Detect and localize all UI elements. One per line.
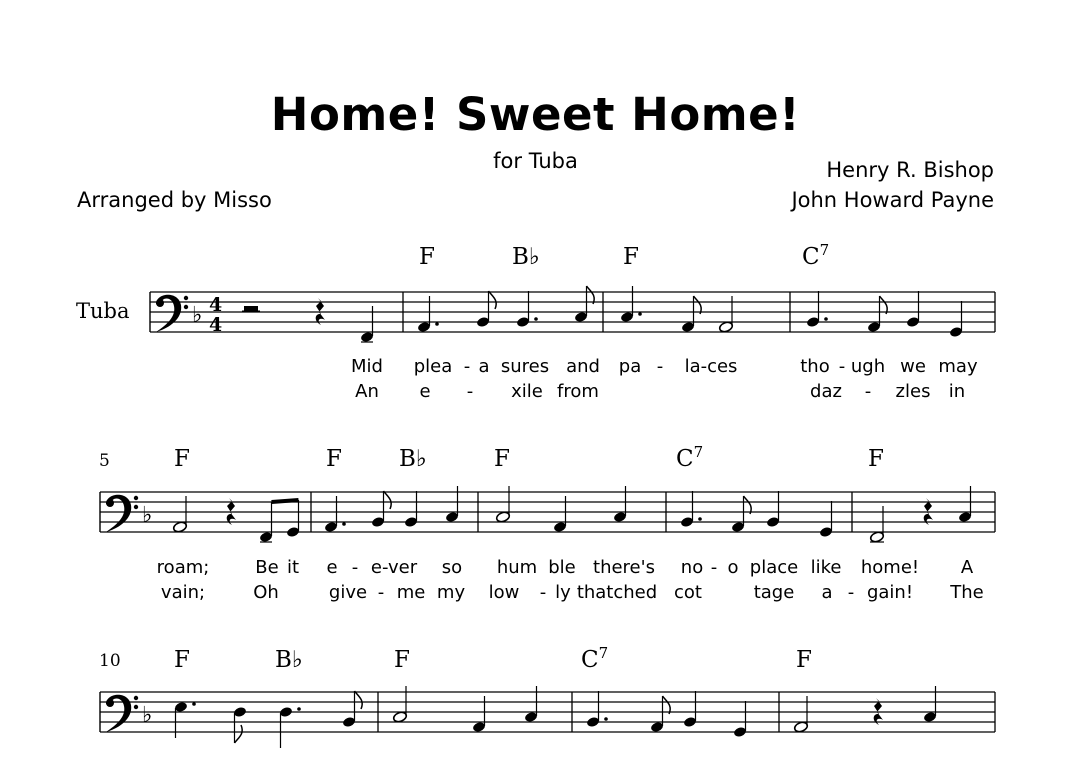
lyric-syllable: plea xyxy=(413,356,453,377)
arranger-credit: Arranged by Misso xyxy=(77,188,272,212)
flat-sign-icon: ♭ xyxy=(192,303,203,328)
chord-symbols xyxy=(174,443,884,472)
lyric-syllable: o xyxy=(727,557,739,578)
note xyxy=(949,301,963,338)
lyric-syllable: xile xyxy=(511,381,543,402)
chord-symbol: $C^7$ xyxy=(802,241,830,270)
chord-symbols xyxy=(174,644,812,673)
lyric-syllable: Be xyxy=(255,557,279,578)
lyric-syllable: place xyxy=(749,557,799,578)
lyric-syllable: in xyxy=(948,381,966,402)
lyric-syllable: sures xyxy=(500,356,550,377)
lyric-syllable: The xyxy=(950,582,984,603)
system-2 xyxy=(99,443,995,603)
lyric-syllable: no xyxy=(680,557,704,578)
note xyxy=(906,291,920,328)
lyric-syllable: la-ces xyxy=(684,356,738,377)
lyric-syllable: a xyxy=(821,582,833,603)
lyric-syllable: - xyxy=(377,582,385,603)
lyric-syllable: there's xyxy=(593,557,655,578)
note xyxy=(683,691,697,728)
note xyxy=(233,706,247,743)
bass-clef-icon xyxy=(106,695,138,732)
chord-symbol: F xyxy=(174,446,190,472)
measure-number: 10 xyxy=(99,651,121,671)
staff-lines xyxy=(150,292,995,332)
lyric-syllable: e-ver xyxy=(370,557,418,578)
chord-symbol: B♭ xyxy=(399,446,427,472)
lyric-syllable: e xyxy=(419,381,431,402)
lyric-syllable: home! xyxy=(860,557,920,578)
lyric-syllable: cot xyxy=(674,582,702,603)
lyric-syllable: - xyxy=(351,557,359,578)
time-signature-top: 4 xyxy=(209,294,223,316)
lyric-syllable: Oh xyxy=(253,582,279,603)
chord-symbol: $C^7$ xyxy=(676,443,704,472)
system-1 xyxy=(150,241,995,402)
lyric-syllable: ugh xyxy=(850,356,886,377)
lyric-syllable: ly xyxy=(555,582,571,603)
chord-symbol: F xyxy=(326,446,342,472)
lyric-syllable: ble xyxy=(548,557,576,578)
composer-credit: Henry R. Bishop xyxy=(826,158,994,182)
chord-symbol: B♭ xyxy=(512,244,540,270)
lyric-syllable: so xyxy=(441,557,463,578)
staff-lines xyxy=(100,492,995,532)
chord-symbol: F xyxy=(494,446,510,472)
lyric-syllable: - xyxy=(710,557,718,578)
bass-clef-icon xyxy=(106,495,138,532)
lyric-syllable: - xyxy=(539,582,547,603)
instrument-label: Tuba xyxy=(76,299,130,323)
lyric-syllable: pa xyxy=(618,356,642,377)
lyric-syllable: tho xyxy=(800,356,830,377)
lyric-syllable: Mid xyxy=(351,356,383,377)
chord-symbol: F xyxy=(174,647,190,673)
lyricist-credit: John Howard Payne xyxy=(791,188,994,212)
chord-symbol: F xyxy=(796,647,812,673)
lyric-syllable: A xyxy=(960,557,974,578)
lyric-syllable: thatched xyxy=(576,582,658,603)
lyric-syllable: daz xyxy=(810,381,842,402)
chord-symbol: F xyxy=(623,244,639,270)
lyrics-verse-2 xyxy=(161,582,984,603)
lyric-syllable: tage xyxy=(753,582,795,603)
lyric-syllable: - xyxy=(463,356,471,377)
note xyxy=(404,491,418,528)
lyric-syllable: give xyxy=(328,582,368,603)
chord-symbol: B♭ xyxy=(275,647,303,673)
chord-symbol: $C^7$ xyxy=(581,644,609,673)
lyric-syllable: it xyxy=(286,557,300,578)
chord-symbol: F xyxy=(394,647,410,673)
lyric-syllable: me xyxy=(396,582,426,603)
half-rest xyxy=(244,306,258,311)
lyrics-verse-2 xyxy=(355,381,965,402)
note xyxy=(819,501,833,538)
score-subtitle: for Tuba xyxy=(493,149,578,173)
lyric-syllable: zles xyxy=(895,381,931,402)
flat-sign-icon: ♭ xyxy=(142,703,153,728)
lyric-syllable: - xyxy=(838,356,846,377)
bass-clef-icon xyxy=(156,295,188,332)
chord-symbols xyxy=(419,241,829,270)
lyric-syllable: low xyxy=(488,582,520,603)
lyric-syllable: - xyxy=(656,356,664,377)
lyric-syllable: from xyxy=(557,381,599,402)
lyric-syllable: An xyxy=(355,381,379,402)
lyric-syllable: like xyxy=(810,557,842,578)
score-title: Home! Sweet Home! xyxy=(270,88,801,141)
lyric-syllable: vain; xyxy=(160,582,206,603)
chord-symbol: F xyxy=(868,446,884,472)
flat-sign-icon: ♭ xyxy=(142,503,153,528)
lyric-syllable: we xyxy=(900,356,926,377)
lyric-syllable: roam; xyxy=(156,557,210,578)
lyric-syllable: e xyxy=(326,557,338,578)
lyric-syllable: - xyxy=(864,381,872,402)
lyric-syllable: may xyxy=(938,356,978,377)
lyric-syllable: and xyxy=(566,356,600,377)
chord-symbol: F xyxy=(419,244,435,270)
lyric-syllable: my xyxy=(436,582,466,603)
time-signature-bottom: 4 xyxy=(209,314,223,336)
lyrics-verse-1 xyxy=(157,557,974,578)
lyric-syllable: - xyxy=(466,381,474,402)
lyric-syllable: - xyxy=(847,582,855,603)
measure-number: 5 xyxy=(99,451,110,471)
lyric-syllable: gain! xyxy=(866,582,914,603)
lyrics-verse-1 xyxy=(351,356,978,377)
note xyxy=(733,701,747,738)
lyric-syllable: a xyxy=(478,356,490,377)
lyric-syllable: hum xyxy=(496,557,538,578)
note xyxy=(766,491,780,528)
system-3 xyxy=(99,644,995,748)
